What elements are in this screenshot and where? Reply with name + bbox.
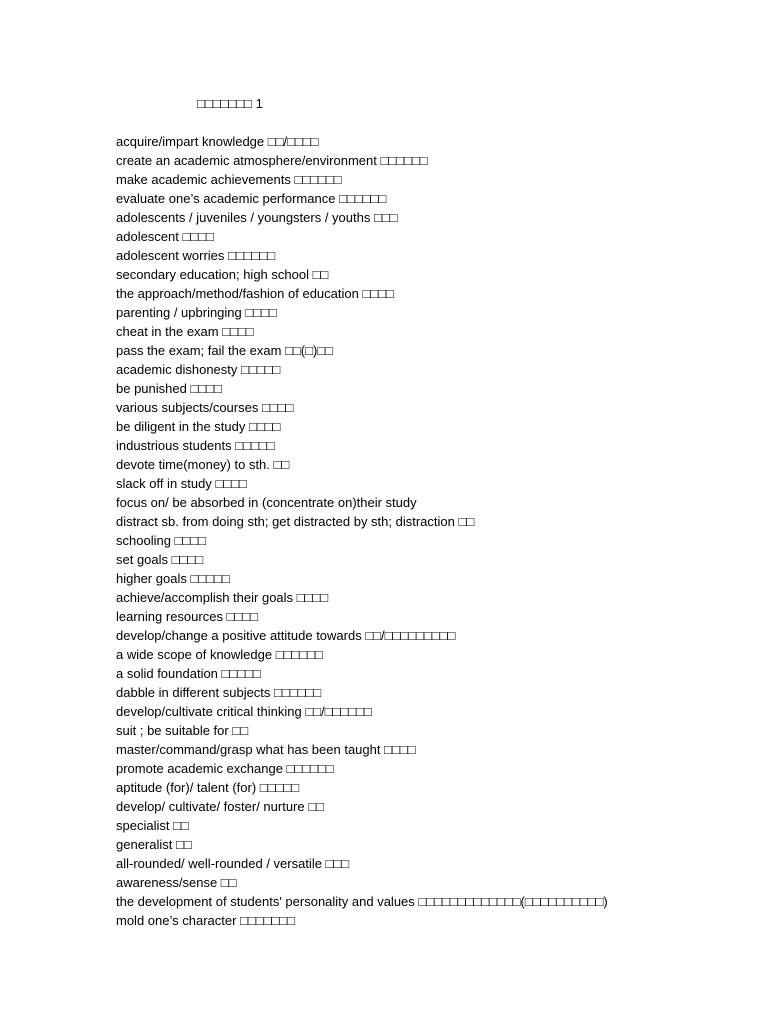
- vocabulary-entry: the approach/method/fashion of education □□□□: [116, 286, 394, 301]
- vocabulary-entry: adolescent □□□□: [116, 229, 214, 244]
- vocabulary-entry: all-rounded/ well-rounded / versatile □□□: [116, 856, 350, 871]
- vocabulary-entry: acquire/impart knowledge □□/□□□□: [116, 134, 319, 149]
- vocabulary-entry: dabble in different subjects □□□□□□: [116, 685, 322, 700]
- vocabulary-entry: aptitude (for)/ talent (for) □□□□□: [116, 780, 300, 795]
- vocabulary-entry: industrious students □□□□□: [116, 438, 275, 453]
- vocabulary-entry: achieve/accomplish their goals □□□□: [116, 590, 329, 605]
- vocabulary-entry: various subjects/courses □□□□: [116, 400, 294, 415]
- vocabulary-entry: evaluate one’s academic performance □□□□□□: [116, 191, 387, 206]
- vocabulary-entry: focus on/ be absorbed in (concentrate on)their study: [116, 495, 417, 510]
- vocabulary-entry: create an academic atmosphere/environment □□□□□□: [116, 153, 428, 168]
- vocabulary-entry: schooling □□□□: [116, 533, 206, 548]
- vocabulary-entry: slack off in study □□□□: [116, 476, 247, 491]
- vocabulary-entry: awareness/sense □□: [116, 875, 237, 890]
- vocabulary-entry: set goals □□□□: [116, 552, 204, 567]
- vocabulary-entry: cheat in the exam □□□□: [116, 324, 254, 339]
- document-title: □□□□□□□ 1: [197, 96, 263, 111]
- vocabulary-entry: a wide scope of knowledge □□□□□□: [116, 647, 323, 662]
- vocabulary-entry: a solid foundation □□□□□: [116, 666, 261, 681]
- vocabulary-entry: master/command/grasp what has been taught □□□□: [116, 742, 416, 757]
- vocabulary-entry: academic dishonesty □□□□□: [116, 362, 281, 377]
- vocabulary-entry: develop/ cultivate/ foster/ nurture □□: [116, 799, 324, 814]
- vocabulary-entry: adolescents / juveniles / youngsters / youths □□□: [116, 210, 398, 225]
- vocabulary-entry: promote academic exchange □□□□□□: [116, 761, 334, 776]
- vocabulary-entry: distract sb. from doing sth; get distracted by sth; distraction □□: [116, 514, 475, 529]
- vocabulary-list: [116, 132, 756, 930]
- vocabulary-entry: secondary education; high school □□: [116, 267, 329, 282]
- vocabulary-entry: pass the exam; fail the exam □□(□)□□: [116, 343, 334, 358]
- vocabulary-entry: make academic achievements □□□□□□: [116, 172, 342, 187]
- vocabulary-entry: devote time(money) to sth. □□: [116, 457, 290, 472]
- vocabulary-entry: the development of students' personality and values □□□□□□□□□□□□□(□□□□□□□□□□): [116, 894, 608, 909]
- vocabulary-entry: higher goals □□□□□: [116, 571, 230, 586]
- vocabulary-entry: specialist □□: [116, 818, 189, 833]
- vocabulary-entry: be punished □□□□: [116, 381, 222, 396]
- vocabulary-entry: develop/change a positive attitude towards □□/□□□□□□□□□: [116, 628, 456, 643]
- vocabulary-entry: develop/cultivate critical thinking □□/□□□□□□: [116, 704, 372, 719]
- vocabulary-entry: learning resources □□□□: [116, 609, 258, 624]
- vocabulary-entry: be diligent in the study □□□□: [116, 419, 281, 434]
- vocabulary-entry: parenting / upbringing □□□□: [116, 305, 277, 320]
- vocabulary-entry: generalist □□: [116, 837, 192, 852]
- vocabulary-entry: mold one’s character □□□□□□□: [116, 913, 296, 928]
- vocabulary-entry: adolescent worries □□□□□□: [116, 248, 276, 263]
- vocabulary-entry: suit ; be suitable for □□: [116, 723, 249, 738]
